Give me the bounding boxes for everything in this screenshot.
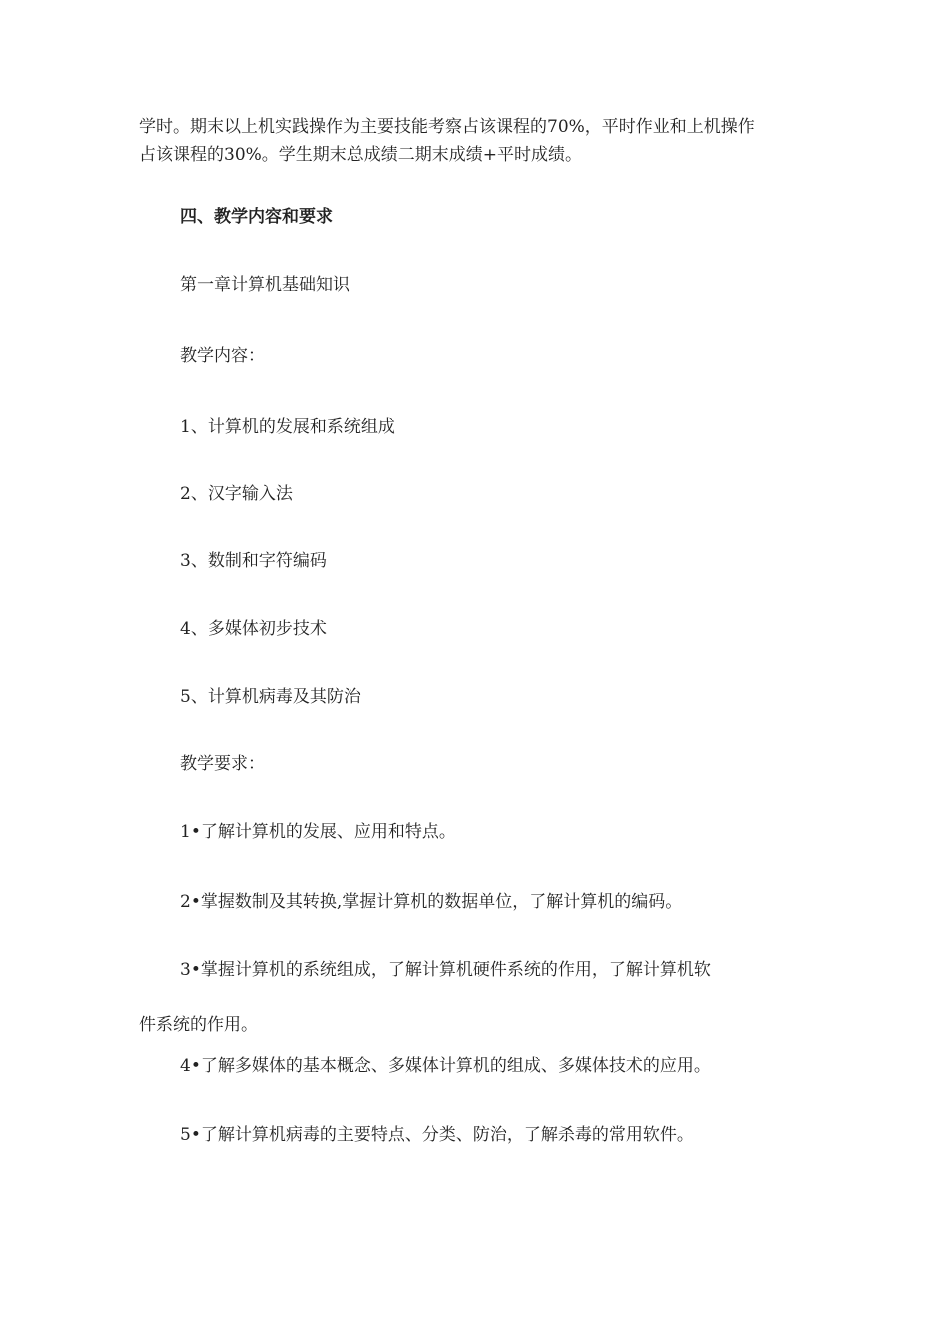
content-item: 3、数制和字符编码	[180, 551, 327, 571]
requirement-item: 4•了解多媒体的基本概念、多媒体计算机的组成、多媒体技术的应用。	[180, 1056, 711, 1076]
requirement-item: 5•了解计算机病毒的主要特点、分类、防治，了解杀毒的常用软件。	[180, 1125, 694, 1145]
requirement-item: 3•掌握计算机的系统组成，了解计算机硬件系统的作用，了解计算机软	[180, 960, 711, 980]
content-item: 2、汉字输入法	[180, 484, 293, 504]
content-item: 4、多媒体初步技术	[180, 619, 327, 639]
requirement-item-continuation: 件系统的作用。	[139, 1015, 258, 1035]
content-item: 1、计算机的发展和系统组成	[180, 417, 395, 437]
section-heading: 四、教学内容和要求	[180, 207, 333, 227]
requirement-item: 1•了解计算机的发展、应用和特点。	[180, 822, 456, 842]
intro-line-1: 学时。期末以上机实践操作为主要技能考察占该课程的70%，平时作业和上机操作	[139, 117, 755, 137]
content-label: 教学内容：	[180, 346, 265, 366]
intro-line-2: 占该课程的30%。学生期末总成绩二期末成绩+平时成绩。	[139, 145, 583, 165]
content-item: 5、计算机病毒及其防治	[180, 687, 361, 707]
chapter-title: 第一章计算机基础知识	[180, 275, 350, 295]
requirements-label: 教学要求：	[180, 754, 265, 774]
requirement-item: 2•掌握数制及其转换,掌握计算机的数据单位，了解计算机的编码。	[180, 892, 683, 912]
